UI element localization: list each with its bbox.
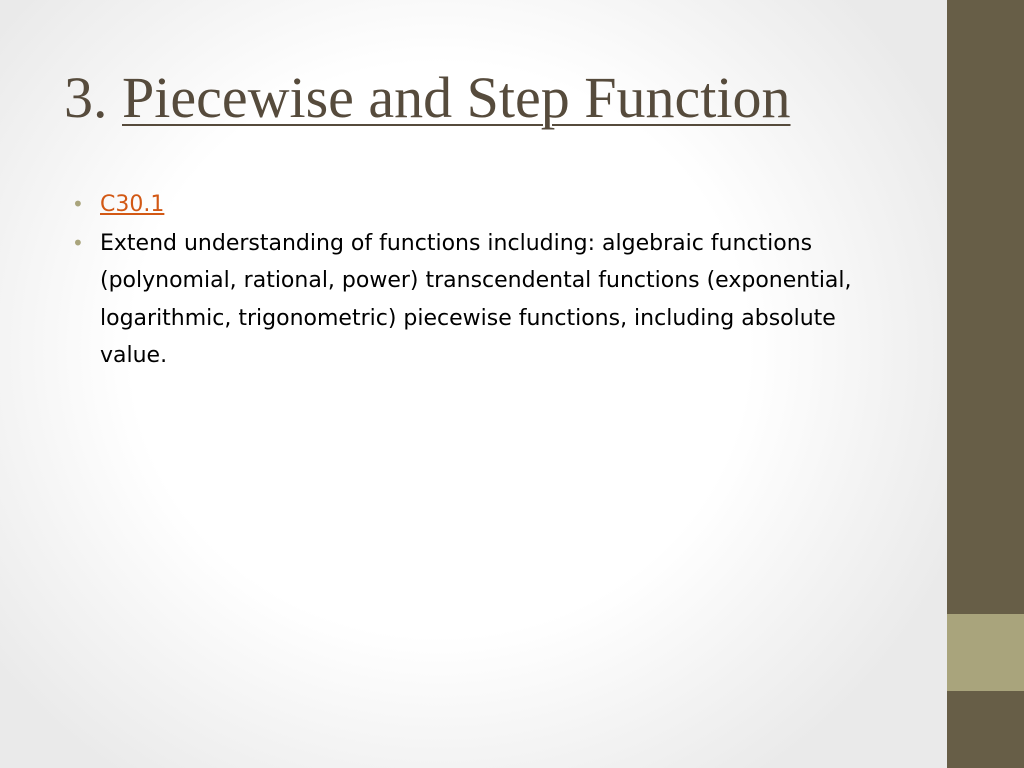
title-text: Piecewise and Step Function [122, 65, 791, 130]
bullet-item-description [72, 225, 892, 375]
sidebar-accent-block [947, 614, 1024, 691]
c30-1-link[interactable]: C30.1 [100, 192, 165, 217]
bullet-icon: • [72, 192, 84, 216]
bullet-item-link [72, 186, 892, 224]
bullet-icon: • [72, 230, 84, 255]
title-number: 3. [64, 65, 108, 130]
bullet-list [72, 186, 892, 376]
description-text: Extend understanding of functions including: algebraic functions (polynomial, rational, power) transcendental functions (exponential, logarithmic, trigonometric) piecewise functions, including absolute value. [100, 230, 852, 368]
slide-title [64, 62, 791, 134]
